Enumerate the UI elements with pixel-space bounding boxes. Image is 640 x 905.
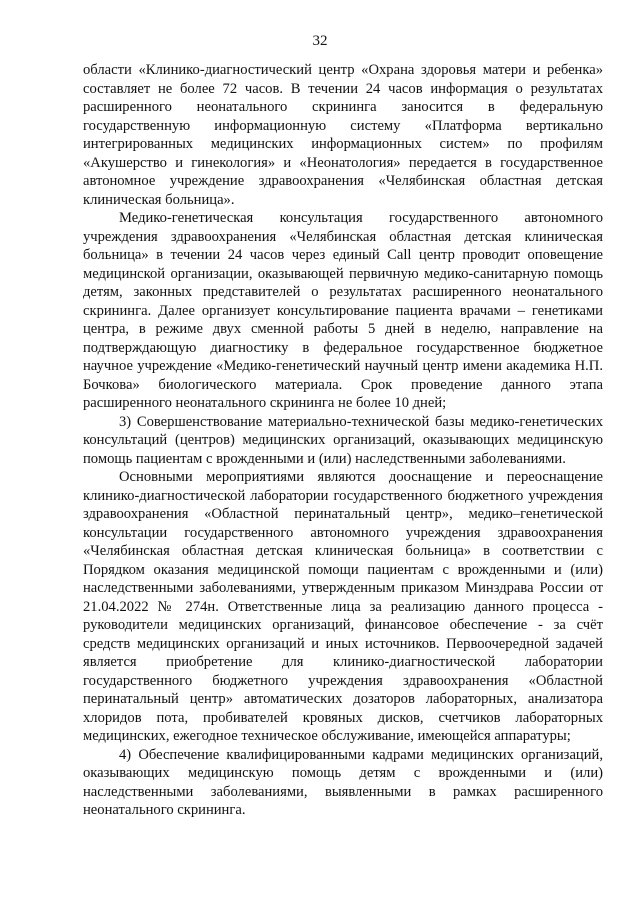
paragraph-item-3-material-base: 3) Совершенствование материально-технической базы медико-генетических консультаций (центров) медицинских организаций, оказывающих медицинскую помощь пациентам с врожденными и (или) наследственными заболеваниями. <box>83 413 603 467</box>
paragraph-genetic-consultation: Медико-генетическая консультация государственного автономного учреждения здравоохранения «Челябинская областная детская клиническая больница» в течении 24 часов через единый Call центр проводит оповещение медицинской организации, оказывающей первичную медико-санитарную помощь детям, законных представителей о результатах расширенного неонатального скрининга. Далее организует консультирование пациента врачами – генетиками центра, в режиме двух сменной работы 5 дней в неделю, направление на подтверждающую диагностику в федеральное государственное бюджетное научное учреждение «Медико-генетический научный центр имени академика Н.П. Бочкова» биологического материала. Срок проведение данного этапа расширенного неонатального скрининга не более 10 дней; <box>83 210 603 411</box>
paragraph-screening-results: области «Клинико-диагностический центр «Охрана здоровья матери и ребенка» составляет не более 72 часов. В течении 24 часов информация о результатах расширенного неонатального скрининга заносится в федеральную государственную информационную систему «Платформа вертикально интегрированных медицинских информационных систем» по профилям «Акушерство и гинекология» и «Неонатология» передается в государственное автономное учреждение здравоохранения «Челябинская областная детская клиническая больница». <box>83 62 603 208</box>
paragraph-item-4-staffing: 4) Обеспечение квалифицированными кадрами медицинских организаций, оказывающих медицинскую помощь детям с врожденными и (или) наследственными заболеваниями, выявленными в рамках расширенного неонатального скрининга. <box>83 746 603 818</box>
paragraph-main-measures: Основными мероприятиями являются дооснащение и переоснащение клинико-диагностической лаборатории государственного бюджетного учреждения здравоохранения «Областной перинатальный центр», медико–генетической консультации государственного автономного учреждения здравоохранения «Челябинская областная детская клиническая больница» в соответствии с Порядком оказания медицинской помощи пациентам с врожденными и (или) наследственными заболеваниями, утвержденным приказом Минздрава России от 21.04.2022 № 274н. Ответственные лица за реализацию данного процесса - руководители медицинских организаций, финансовое обеспечение - за счёт средств медицинских организаций и иных источников. Первоочередной задачей является приобретение для клинико-диагностической лаборатории государственного бюджетного учреждения здравоохранения «Областной перинатальный центр» автоматических дозаторов лабораторных, анализатора хлоридов пота, пробивателей кровяных дисков, счетчиков лабораторных медицинских, ежегодное техническое обслуживание, имеющейся аппаратуры; <box>83 469 603 744</box>
document-body <box>83 61 603 820</box>
page-number: 32 <box>312 33 328 49</box>
